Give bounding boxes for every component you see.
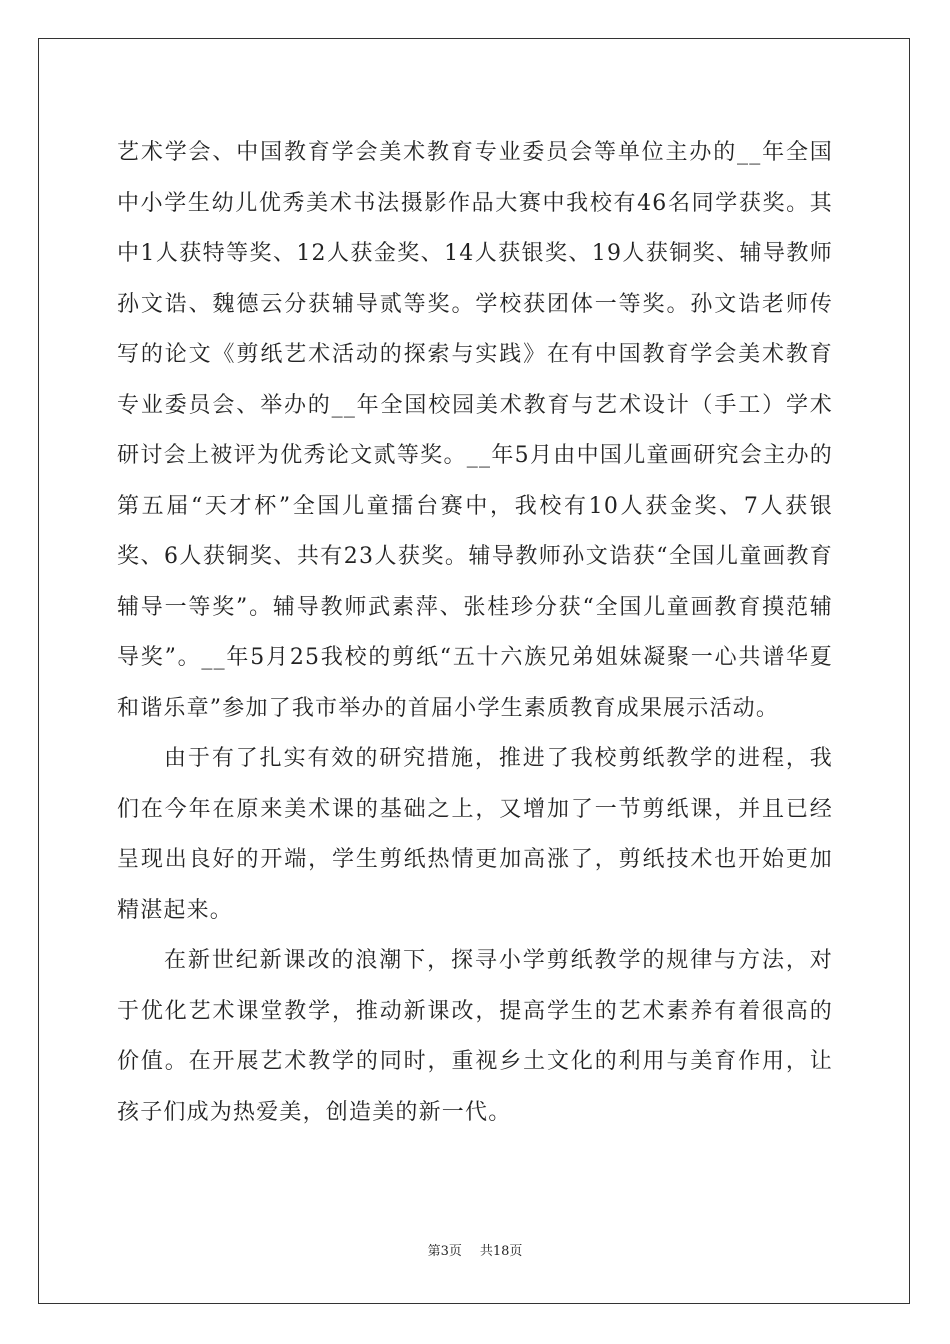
page-footer xyxy=(0,1240,950,1259)
page-number-total: 共18页 xyxy=(479,1244,523,1259)
paragraph-3: 在新世纪新课改的浪潮下，探寻小学剪纸教学的规律与方法，对于优化艺术课堂教学，推动新课改，提高学生的艺术素养有着很高的价值。在开展艺术教学的同时，重视乡土文化的利用与美育作用，让孩子们成为热爱美，创造美的新一代。 xyxy=(117,948,833,1125)
document-body xyxy=(117,128,833,1138)
page-number-current: 第3页 xyxy=(427,1244,462,1259)
paragraph-2: 由于有了扎实有效的研究措施，推进了我校剪纸教学的进程，我们在今年在原来美术课的基础之上，又增加了一节剪纸课，并且已经呈现出良好的开端，学生剪纸热情更加高涨了，剪纸技术也开始更加精湛起来。 xyxy=(117,746,833,923)
paragraph-1: 艺术学会、中国教育学会美术教育专业委员会等单位主办的__年全国中小学生幼儿优秀美术书法摄影作品大赛中我校有46名同学获奖。其中1人获特等奖、12人获金奖、14人获银奖、19人获铜奖、辅导教师孙文诰、魏德云分获辅导贰等奖。学校获团体一等奖。孙文诰老师传写的论文《剪纸艺术活动的探索与实践》在有中国教育学会美术教育专业委员会、举办的__年全国校园美术教育与艺术设计（手工）学术研讨会上被评为优秀论文贰等奖。__年5月由中国儿童画研究会主办的第五届“天才杯”全国儿童擂台赛中，我校有10人获金奖、7人获银奖、6人获铜奖、共有23人获奖。辅导教师孙文诰获“全国儿童画教育辅导一等奖”。辅导教师武素萍、张桂珍分获“全国儿童画教育摸范辅导奖”。__年5月25我校的剪纸“五十六族兄弟姐妹凝聚一心共谱华夏和谐乐章”参加了我市举办的首届小学生素质教育成果展示活动。 xyxy=(117,140,833,721)
